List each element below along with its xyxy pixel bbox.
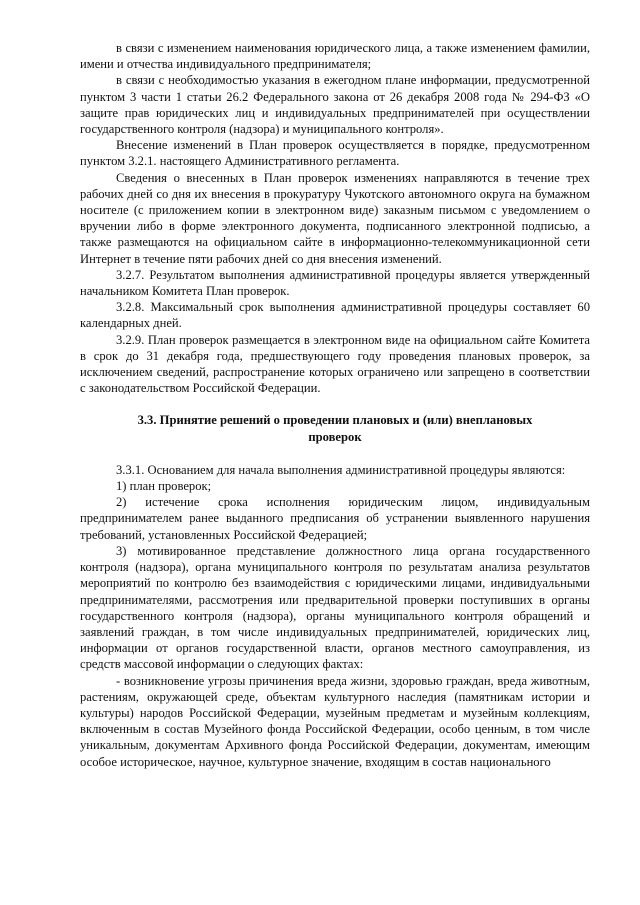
list-item: - возникновение угрозы причинения вреда жизни, здоровью граждан, вреда животным, растениям, окружающей среде, объектам культурного наследия (памятникам истории и культуры) народов Российской Федерации, музейным предметам и музейным коллекциям, включенным в состав Музейного фонда Российской Федерации, особо ценным, в том числе уникальным, документам Архивного фонда Российской Федерации, документам, имеющим особое историческое, научное, культурное значение, входящим в состав национального [80,673,590,769]
paragraph: 3.2.8. Максимальный срок выполнения административной процедуры составляет 60 календарных дней. [80,300,590,331]
paragraph-list-top [80,40,590,396]
paragraph: в связи с необходимостью указания в ежегодном плане информации, предусмотренной пунктом 3 части 1 статьи 26.2 Федерального закона от 26 декабря 2008 года № 294-ФЗ «О защите прав юридических лиц и индивидуальных предпринимателей при осуществлении государственного контроля (надзора) и муниципального контроля». [80,73,590,137]
paragraph: 3.3.1. Основанием для начала выполнения административной процедуры являются: [116,462,566,477]
list-item: 1) план проверок; [116,479,212,494]
list-item: 3) мотивированное представление должностного лица органа государственного контроля (надзора), органа муниципального контроля по результатам анализа результатов мероприятий по контролю без взаимодействия с юридическими лицами, индивидуальными предпринимателями, рассмотрения или предварительной проверки поступивших в органы государственного контроля (надзора), органы муниципального контроля обращений и заявлений граждан, в том числе индивидуальных предпринимателей, юридических лиц, информации от органов государственной власти, органов местного самоуправления, из средств массовой информации о следующих фактах: [80,543,590,672]
paragraph: 3.2.9. План проверок размещается в электронном виде на официальном сайте Комитета в срок до 31 декабря года, предшествующего году проведения плановых проверок, за исключением сведений, распространение которых ограничено или запрещено в соответствии с законодательством Российской Федерации. [80,332,590,396]
section-heading: 3.3. Принятие решений о проведении плановых и (или) внеплановых проверок [137,413,533,444]
list-item: 2) истечение срока исполнения юридическим лицом, индивидуальным предпринимателем ранее выданного предписания об устранении выявленного нарушения требований, установленных Российской Федерацией; [80,495,590,542]
paragraph: Сведения о внесенных в План проверок изменениях направляются в течение трех рабочих дней со дня их внесения в прокуратуру Чукотского автономного округа на бумажном носителе (с приложением копии в электронном виде) заказным письмом с уведомлением о вручении либо в форме электронного документа, подписанного электронной подписью, а также размещаются на официальном сайте в информационно-телекоммуникационной сети Интернет в течение пяти рабочих дней со дня внесения изменений. [80,170,590,266]
paragraph-list-bottom [80,462,590,770]
paragraph: Внесение изменений в План проверок осуществляется в порядке, предусмотренном пунктом 3.2.1. настоящего Административного регламента. [80,138,590,169]
paragraph: 3.2.7. Результатом выполнения административной процедуры является утвержденный начальником Комитета План проверок. [80,267,590,299]
paragraph: в связи с изменением наименования юридического лица, а также изменением фамилии, имени и отчества индивидуального предпринимателя; [80,41,590,72]
